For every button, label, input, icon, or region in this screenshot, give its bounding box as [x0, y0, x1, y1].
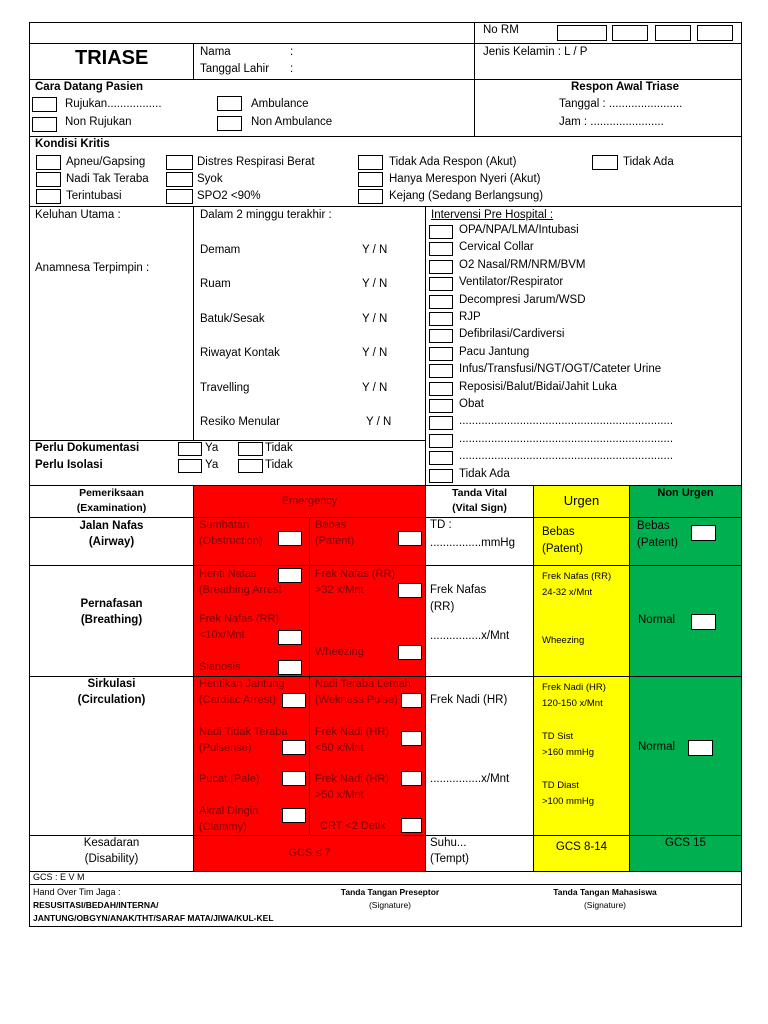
urgen-breathing [542, 569, 611, 601]
td-label: TD : [430, 519, 452, 531]
crt-checkbox[interactable] [401, 818, 422, 833]
nonurgen-airway-bebas [637, 518, 678, 551]
breathing-e2a: Frek Nafas (RR) [315, 568, 396, 580]
urgen-circulation-u5: TD Diast [542, 780, 579, 791]
intervensi-title: Intervensi Pre Hospital : [431, 209, 554, 221]
hentikan-jantung-checkbox[interactable] [282, 693, 306, 708]
non-rujukan-checkbox[interactable] [32, 117, 57, 132]
kejang-label: Kejang (Sedang Berlangsung) [389, 190, 544, 202]
circulation-sub: (Circulation) [77, 694, 146, 706]
frek-nadi-field[interactable]: ................x/Mnt [430, 773, 510, 785]
nadi-teraba-lemah [315, 677, 411, 709]
riwayat-kontak-label: Riwayat Kontak [200, 347, 280, 359]
nadi-teraba-lemah-checkbox[interactable] [401, 693, 422, 708]
no-rm-label: No RM [483, 24, 519, 36]
tanggal-lahir-label: Tanggal Lahir [200, 63, 270, 75]
units-line-1: RESUSITASI/BEDAH/INTERNA/ [33, 900, 159, 910]
tempt-label: (Tempt) [430, 853, 469, 865]
intervensi-item-label: Pacu Jantung [459, 345, 530, 358]
intervensi-checkbox[interactable] [429, 329, 453, 343]
intervensi-item-label: Infus/Transfusi/NGT/OGT/Cateter Urine [459, 363, 662, 376]
pucat: Pucat (Pale) [199, 773, 260, 785]
airway-bebas [315, 518, 354, 550]
urgen-airway-u1: Bebas [542, 526, 575, 538]
frek-nafas-low-checkbox[interactable] [278, 630, 302, 645]
ambulance-checkbox[interactable] [217, 96, 242, 111]
hentikan-jantung [199, 677, 285, 709]
intervensi-item-label: Decompresi Jarum/WSD [459, 293, 586, 306]
gcs-emergency: GCS ≤ 7 [288, 847, 331, 859]
urgen-wheezing: Wheezing [542, 635, 585, 646]
circulation-e3a: Nadi Tidak Teraba [199, 726, 288, 738]
dalam-2-minggu-label: Dalam 2 minggu terakhir : [200, 209, 332, 221]
urgen-circulation-u6: >100 mmHg [542, 796, 595, 808]
henti-nafas [199, 567, 282, 599]
anamnesa-label: Anamnesa Terpimpin : [35, 262, 150, 274]
kondisi-tidak-ada-label: Tidak Ada [623, 156, 674, 168]
airway-e1b: (Obstruction) [199, 534, 263, 547]
circulation-e1a: Hentikan Jantung [199, 678, 285, 690]
intervensi-checkbox[interactable] [429, 382, 453, 396]
airway-bebas-checkbox[interactable] [398, 531, 422, 546]
units-line-2: JANTUNG/OBGYN/ANAK/THT/SARAF MATA/JIWA/KUL-KEL [33, 913, 274, 923]
intervensi-item-label: RJP [459, 311, 481, 323]
crt: CRT <2 Detik [320, 820, 386, 832]
isolasi-tidak-checkbox[interactable] [238, 459, 263, 473]
resiko-menular-label: Resiko Menular [200, 416, 280, 428]
tidak-ada-respon-label: Tidak Ada Respon (Akut) [389, 156, 517, 168]
nadi-tidak-teraba [199, 725, 287, 757]
jenis-kelamin[interactable]: Jenis Kelamin : L / P [483, 46, 588, 58]
frek-nadi-high [315, 772, 389, 804]
intervensi-item-label: Defibrilasi/Cardiversi [459, 328, 565, 341]
intervensi-checkbox[interactable] [429, 312, 453, 326]
urgen-td-sist [542, 729, 594, 761]
airway-title: Jalan Nafas [79, 520, 144, 532]
keluhan-utama-label: Keluhan Utama : [35, 209, 121, 221]
intervensi-checkbox[interactable] [429, 347, 453, 361]
nadi-tidak-teraba-checkbox[interactable] [282, 740, 306, 755]
intervensi-checkbox[interactable] [429, 434, 453, 448]
intervensi-item-label: ................................................................... [459, 450, 674, 463]
ttd-mahasiswa-signature: (Signature) [583, 900, 627, 910]
airway-e2a: Bebas [315, 519, 347, 531]
urgen-airway-u2: (Patent) [542, 542, 583, 555]
frek-nafas-vital [430, 582, 486, 615]
sianosis-checkbox[interactable] [278, 660, 302, 675]
wheezing-emergency: Wheezing [315, 646, 364, 658]
no-rm-box-1[interactable] [557, 25, 607, 41]
pemeriksaan-header: Pemeriksaan [79, 487, 144, 499]
intervensi-checkbox[interactable] [429, 260, 453, 274]
syok-checkbox[interactable] [166, 172, 193, 187]
disability-sub: (Disability) [84, 853, 139, 865]
circulation-e7b: (Clammy) [199, 820, 247, 833]
tanda-vital-header: Tanda Vital [451, 487, 508, 499]
nonurgen-airway-n1: Bebas [637, 520, 670, 532]
vital-sign-header: (Vital Sign) [452, 502, 507, 514]
no-rm-box-4[interactable] [697, 25, 733, 41]
intervensi-checkbox[interactable] [429, 451, 453, 465]
circulation-e2a: Nadi Teraba Lemah [315, 678, 411, 690]
perlu-dokumentasi-label: Perlu Dokumentasi [35, 442, 140, 454]
circulation-title: Sirkulasi [87, 678, 136, 690]
intervensi-checkbox[interactable] [429, 399, 453, 413]
travelling-label: Travelling [200, 382, 250, 394]
spo2-label: SPO2 <90% [197, 190, 261, 202]
respon-tanggal[interactable]: Tanggal : ....................... [559, 98, 683, 110]
akral-dingin-checkbox[interactable] [282, 808, 306, 823]
frek-nafas-high [315, 567, 395, 599]
kejang-checkbox[interactable] [358, 189, 383, 204]
cara-datang-title: Cara Datang Pasien [35, 81, 144, 93]
intervensi-item-label: ................................................................... [459, 432, 674, 445]
ttd-preseptor-signature: (Signature) [368, 900, 412, 910]
kondisi-tidak-ada-checkbox[interactable] [592, 155, 618, 170]
no-rm-box-2[interactable] [612, 25, 648, 41]
non-rujukan-label: Non Rujukan [65, 116, 132, 128]
ruam-yn[interactable]: Y / N [362, 278, 388, 290]
distres-label: Distres Respirasi Berat [197, 156, 315, 168]
hand-over-label: Hand Over Tim Jaga : [33, 887, 121, 897]
intervensi-checkbox[interactable] [429, 364, 453, 378]
intervensi-item-label: OPA/NPA/LMA/Intubasi [459, 224, 579, 236]
intervensi-item-label: Ventilator/Respirator [459, 276, 564, 289]
batuk-label: Batuk/Sesak [200, 313, 265, 325]
urgen-frek-nadi [542, 680, 606, 712]
urgen-header: Urgen [563, 493, 600, 508]
isolasi-ya-checkbox[interactable] [178, 459, 202, 473]
nonurgen-circulation-checkbox[interactable] [688, 740, 713, 756]
emergency-header: Emergency [281, 495, 338, 507]
frek-nadi-low-checkbox[interactable] [401, 731, 422, 746]
ambulance-label: Ambulance [251, 98, 309, 110]
intervensi-checkbox[interactable] [429, 416, 453, 430]
sianosis: Sianosis [199, 661, 241, 673]
dokumentasi-ya-label: Ya [205, 442, 219, 454]
pucat-checkbox[interactable] [282, 771, 306, 786]
travelling-yn[interactable]: Y / N [362, 382, 388, 394]
frek-nadi-low [315, 725, 389, 757]
breathing-tv2: (RR) [430, 600, 455, 613]
dokumentasi-ya-checkbox[interactable] [178, 442, 202, 456]
breathing-e3b: <10x/Mnt [199, 628, 245, 641]
airway-sumbatan [199, 518, 263, 550]
nonurgen-airway-n2: (Patent) [637, 536, 678, 549]
urgen-circulation-u3: TD Sist [542, 731, 574, 742]
frek-nafas-high-checkbox[interactable] [398, 583, 422, 598]
nonurgen-breathing-normal: Normal [638, 614, 676, 626]
nama-colon: : [290, 46, 294, 58]
td-field[interactable]: ................mmHg [430, 537, 515, 549]
non-ambulance-label: Non Ambulance [251, 116, 333, 128]
breathing-tv1: Frek Nafas [430, 584, 487, 596]
distres-checkbox[interactable] [166, 155, 193, 170]
examination-header: (Examination) [76, 502, 147, 514]
circulation-e4b: <50 x/Mnt [315, 741, 364, 754]
kondisi-kritis-title: Kondisi Kritis [35, 138, 110, 150]
non-ambulance-checkbox[interactable] [217, 116, 242, 131]
rujukan-label: Rujukan................. [65, 98, 162, 110]
apneu-checkbox[interactable] [36, 155, 61, 170]
nadi-tak-teraba-checkbox[interactable] [36, 172, 61, 187]
frek-nafas-low [199, 612, 279, 644]
intervensi-item-label: Obat [459, 398, 484, 410]
dokumentasi-tidak-checkbox[interactable] [238, 442, 263, 456]
henti-nafas-checkbox[interactable] [278, 568, 302, 583]
urgen-circulation-u4: >160 mmHg [542, 747, 595, 759]
frek-nafas-field[interactable]: ................x/Mnt [430, 630, 510, 642]
urgen-breathing-u2: 24-32 x/Mnt [542, 587, 593, 599]
nonurgen-breathing-checkbox[interactable] [691, 614, 716, 630]
respon-awal-title: Respon Awal Triase [571, 81, 680, 93]
ttd-preseptor: Tanda Tangan Preseptor [340, 887, 440, 897]
demam-label: Demam [200, 244, 241, 256]
isolasi-tidak-label: Tidak [265, 459, 293, 471]
dokumentasi-tidak-label: Tidak [265, 442, 293, 454]
intervensi-item-label: O2 Nasal/RM/NRM/BVM [459, 258, 586, 271]
urgen-td-diast [542, 778, 594, 810]
airway-e2b: (Patent) [315, 534, 355, 547]
circulation-e3b: (Pulsense) [199, 741, 252, 754]
spo2-checkbox[interactable] [166, 189, 193, 204]
tanggal-lahir-colon: : [290, 63, 294, 75]
resiko-menular-yn[interactable]: Y / N [366, 416, 392, 428]
ttd-mahasiswa: Tanda Tangan Mahasiswa [553, 887, 657, 897]
wheezing-checkbox[interactable] [398, 645, 422, 660]
merespon-nyeri-checkbox[interactable] [358, 172, 383, 187]
gcs-urgen: GCS 8-14 [555, 841, 608, 853]
urgen-circulation-u1: Frek Nadi (HR) [542, 682, 606, 693]
circulation-e7a: Akral Dingin [199, 805, 259, 817]
batuk-yn[interactable]: Y / N [362, 313, 388, 325]
nonurgen-airway-checkbox[interactable] [691, 525, 716, 541]
nama-label: Nama [200, 46, 231, 58]
terintubasi-checkbox[interactable] [36, 189, 61, 204]
intervensi-item-label: Tidak Ada [459, 467, 510, 480]
demam-yn[interactable]: Y / N [362, 244, 388, 256]
breathing-e1a: Henti Nafas [199, 568, 257, 580]
circulation-e2b: (Wekness Pulse) [315, 693, 398, 706]
frek-nadi-vital: Frek Nadi (HR) [430, 694, 508, 706]
rujukan-checkbox[interactable] [32, 97, 57, 112]
merespon-nyeri-label: Hanya Merespon Nyeri (Akut) [389, 173, 541, 185]
ruam-label: Ruam [200, 278, 231, 290]
respon-jam[interactable]: Jam : ....................... [559, 116, 664, 128]
circulation-e6b: >50 x/Mnt [315, 788, 364, 801]
intervensi-checkbox[interactable] [429, 242, 453, 256]
isolasi-ya-label: Ya [205, 459, 219, 471]
circulation-e4a: Frek Nadi (HR) [315, 726, 389, 738]
breathing-title: Pernafasan [80, 598, 143, 610]
urgen-breathing-u1: Frek Nafas (RR) [542, 571, 612, 582]
frek-nadi-high-checkbox[interactable] [401, 771, 422, 786]
non-urgen-header: Non Urgen [657, 487, 714, 499]
urgen-airway-bebas [542, 524, 583, 557]
breathing-sub: (Breathing) [80, 614, 143, 626]
gcs-nonurgen: GCS 15 [665, 837, 706, 849]
form-title: TRIASE [75, 47, 149, 69]
intervensi-item-label: Cervical Collar [459, 241, 534, 254]
intervensi-checkbox[interactable] [429, 295, 453, 309]
syok-label: Syok [197, 173, 223, 185]
airway-sumbatan-checkbox[interactable] [278, 531, 302, 546]
suhu-label[interactable]: Suhu... [430, 837, 467, 849]
nonurgen-circulation-normal: Normal [638, 741, 676, 753]
intervensi-checkbox[interactable] [429, 469, 453, 483]
urgen-circulation-u2: 120-150 x/Mnt [542, 698, 603, 710]
breathing-e3a: Frek Nafas (RR) [199, 613, 280, 625]
intervensi-item-label: ................................................................... [459, 415, 674, 428]
perlu-isolasi-label: Perlu Isolasi [35, 459, 103, 471]
intervensi-item-label: Reposisi/Balut/Bidai/Jahit Luka [459, 380, 617, 393]
airway-e1a: Sumbatan [199, 519, 250, 531]
no-rm-box-3[interactable] [655, 25, 691, 41]
disability-title: Kesadaran [83, 837, 140, 849]
circulation-e6a: Frek Nadi (HR) [315, 773, 389, 785]
tidak-ada-respon-checkbox[interactable] [358, 155, 383, 170]
breathing-e1b: (Breathing Arrest [199, 583, 282, 596]
intervensi-checkbox[interactable] [429, 225, 453, 239]
terintubasi-label: Terintubasi [66, 190, 122, 202]
airway-sub: (Airway) [88, 536, 135, 548]
gcs-evm[interactable]: GCS : E V M [33, 872, 85, 882]
akral-dingin [199, 804, 258, 836]
riwayat-kontak-yn[interactable]: Y / N [362, 347, 388, 359]
circulation-e1b: (Cardiac Arrest) [199, 693, 277, 706]
breathing-e2b: >32 x/Mnt [315, 583, 364, 596]
nadi-tak-teraba-label: Nadi Tak Teraba [66, 173, 149, 185]
intervensi-checkbox[interactable] [429, 277, 453, 291]
apneu-label: Apneu/Gapsing [66, 156, 146, 168]
